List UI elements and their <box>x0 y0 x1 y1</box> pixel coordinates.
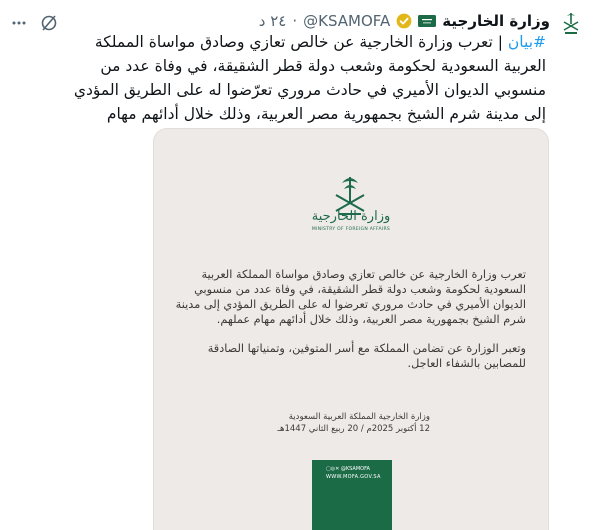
footer-url: WWW.MOFA.GOV.SA <box>326 474 381 480</box>
saudi-flag-icon <box>418 15 436 27</box>
social-icons: ▢◎✕ <box>326 466 341 472</box>
separator-dot: · <box>292 12 298 30</box>
tweet-body: | تعرب وزارة الخارجية عن خالص تعازي وصادق مواساة المملكة العربية السعودية لحكومة وشعب دولة قطر الشقيقة، في وفاة عدد من منسوبي الديوان الأميري في حادث مروري تعرّضوا له على الطريق المؤدي إلى مدينة شرم الشيخ بجمهورية مصر العربية، وذلك خلال أدائهم مهام <box>73 33 546 123</box>
signature-ministry: وزارة الخارجية المملكة العربية السعودية <box>288 412 430 422</box>
saudi-emblem-icon <box>558 10 584 36</box>
statement-paragraph-1: تعرب وزارة الخارجية عن خالص تعازي وصادق مواساة المملكة العربية السعودية لحكومة وشعب دولة قطر الشقيقة، في وفاة عدد من منسوبي الديوان الأميري في حادث مروري تعرضوا له على الطريق المؤدي إلى مدينة شرم الشيخ بجمهورية مصر العربية، وذلك خلال أدائهم مهام عملهم. <box>175 268 526 326</box>
timestamp[interactable]: ٢٤ د <box>258 12 287 30</box>
author-row <box>259 12 550 30</box>
avatar[interactable] <box>558 10 584 36</box>
statement-signature <box>277 411 430 435</box>
statement-footer <box>312 460 392 530</box>
signature-date: 12 أكتوبر 2025م / 20 ربيع الثاني 1447هـ <box>277 424 430 434</box>
display-name[interactable]: وزارة الخارجية <box>442 12 550 30</box>
ministry-name-ar: وزارة الخارجية <box>311 209 391 224</box>
statement-paragraph-2: وتعبر الوزارة عن تضامن المملكة مع أسر المتوفين، وتمنياتها الصادقة للمصابين بالشفاء العاجل. <box>207 342 526 370</box>
more-icon[interactable] <box>10 14 28 32</box>
hashtag-link[interactable]: #بيان <box>507 33 546 51</box>
ministry-name-en: MINISTRY OF FOREIGN AFFAIRS <box>311 227 391 232</box>
tweet-media-image[interactable] <box>153 128 549 530</box>
verified-badge-icon <box>396 13 412 29</box>
handle[interactable]: @KSAMOFA <box>303 12 391 30</box>
footer-social: ▢◎✕ @KSAMOFA <box>326 466 370 472</box>
grok-icon[interactable] <box>40 14 58 32</box>
